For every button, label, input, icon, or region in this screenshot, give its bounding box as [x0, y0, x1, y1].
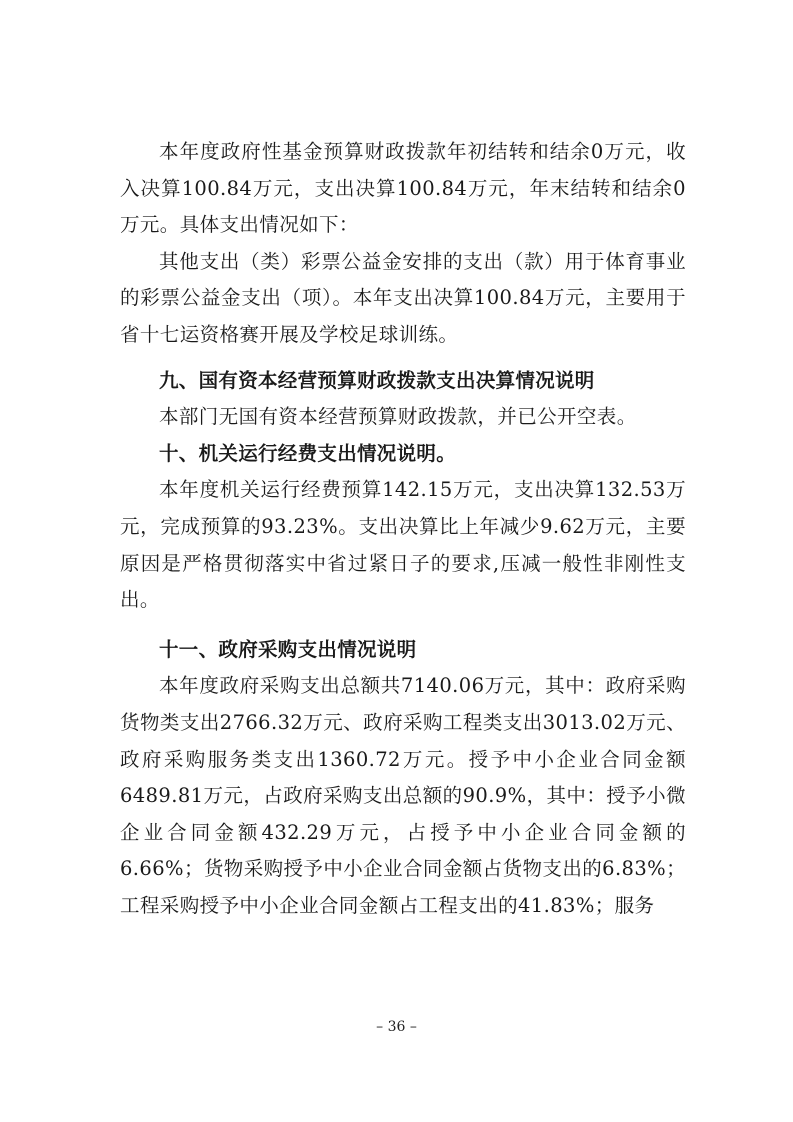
heading-section-9: 九、国有资本经营预算财政拨款支出决算情况说明 — [159, 368, 595, 392]
paragraph-procurement: 本年度政府采购支出总额共7140.06万元，其中：政府采购货物类支出2766.32万元、政府采购工程类支出3013.02万元、政府采购服务类支出1360.72万元。授予中小企业合同金额6489.81万元，占政府采购支出总额的90.9%，其中：授予小微企业合同金额432.29万元，占授予中小企业合同金额的6.66%；货物采购授予中小企业合同金额占货物支出的6.83%；工程采购授予中小企业合同金额占工程支出的41.83%；服务 — [120, 674, 686, 917]
heading-section-11: 十一、政府采购支出情况说明 — [159, 637, 417, 661]
paragraph-fund-budget: 本年度政府性基金预算财政拨款年初结转和结余0万元，收入决算100.84万元，支出决算100.84万元，年末结转和结余0万元。具体支出情况如下： — [120, 140, 686, 237]
paragraph-operating-costs: 本年度机关运行经费预算142.15万元，支出决算132.53万元，完成预算的93.23%。支出决算比上年减少9.62万元，主要原因是严格贯彻落实中省过紧日子的要求,压减一般性非刚性支出。 — [120, 478, 686, 612]
paragraph-state-capital: 本部门无国有资本经营预算财政拨款，并已公开空表。 — [159, 405, 637, 429]
page-number: – 36 – — [376, 1019, 417, 1035]
paragraph-lottery-expense: 其他支出（类）彩票公益金安排的支出（款）用于体育事业的彩票公益金支出（项）。本年支出决算100.84万元，主要用于省十七运资格赛开展及学校足球训练。 — [120, 249, 686, 346]
document-body — [120, 134, 686, 924]
heading-section-10: 十、机关运行经费支出情况说明。 — [159, 441, 457, 465]
